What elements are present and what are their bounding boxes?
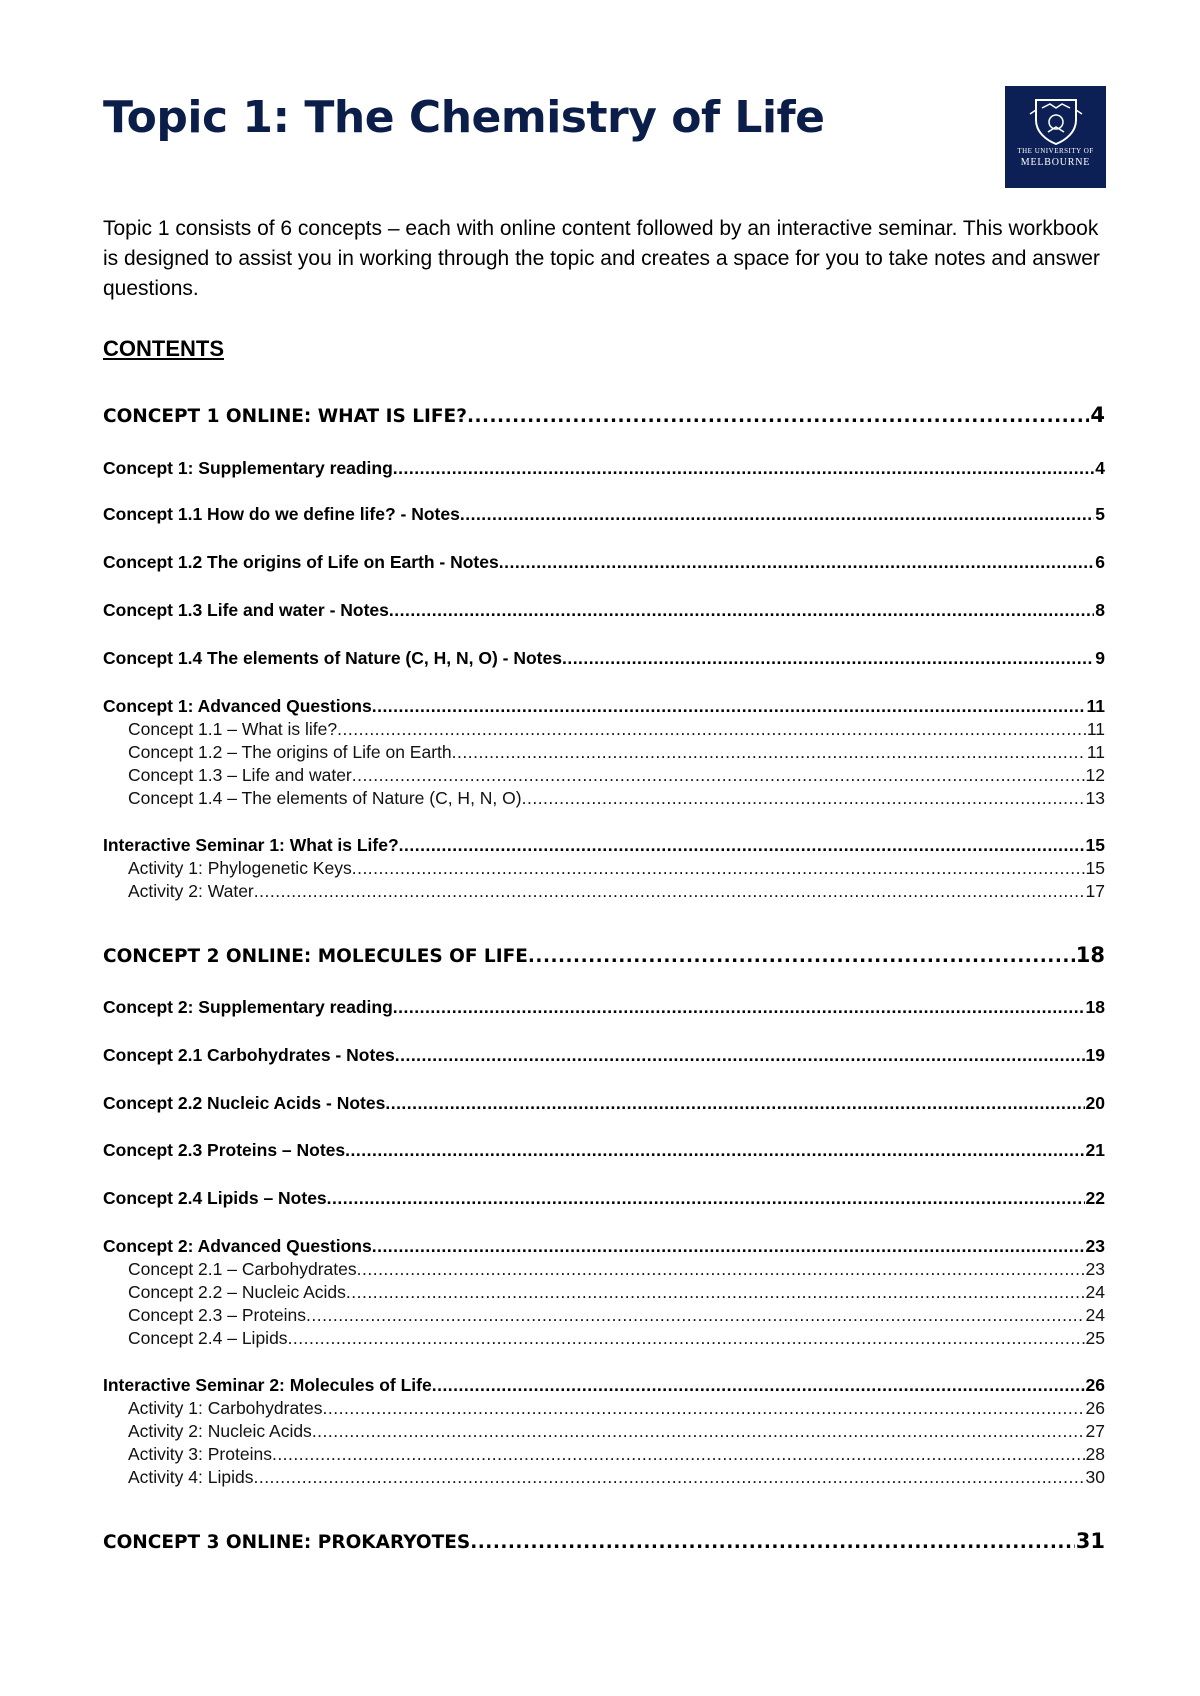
toc-subentry[interactable]: Activity 2: Nucleic Acids ..... 27 (128, 1421, 1105, 1442)
toc-entry[interactable]: Concept 1.2 The origins of Life on Earth - Notes ..... 6 (103, 552, 1105, 573)
toc-subentry[interactable]: Concept 1.3 – Life and water ..... 12 (128, 765, 1105, 786)
toc-entry[interactable]: Concept 1: Advanced Questions ..... 11 (103, 696, 1105, 717)
toc-subentry[interactable]: Concept 1.4 – The elements of Nature (C, H, N, O) ..... 13 (128, 788, 1105, 809)
toc-subentry[interactable]: Activity 1: Carbohydrates ..... 26 (128, 1398, 1105, 1419)
toc-subentry[interactable]: Concept 1.2 – The origins of Life on Earth ..... 11 (128, 742, 1105, 763)
toc-entry[interactable]: Concept 2.2 Nucleic Acids - Notes ..... 20 (103, 1093, 1105, 1114)
toc-subentry[interactable]: Concept 1.1 – What is life? ..... 11 (128, 719, 1105, 740)
toc-subentry[interactable]: Concept 2.2 – Nucleic Acids ..... 24 (128, 1282, 1105, 1303)
toc-subentry[interactable]: Concept 2.1 – Carbohydrates ..... 23 (128, 1259, 1105, 1280)
page-title: Topic 1: The Chemistry of Life (103, 92, 825, 143)
toc-entry[interactable]: CONCEPT 1 ONLINE: WHAT IS LIFE? ..... 4 (103, 403, 1105, 427)
toc-subentry[interactable]: Concept 2.3 – Proteins ..... 24 (128, 1305, 1105, 1326)
toc-entry[interactable]: Concept 2: Supplementary reading ..... 18 (103, 997, 1105, 1018)
toc-entry[interactable]: Interactive Seminar 2: Molecules of Life ..... 26 (103, 1375, 1105, 1396)
toc-entry[interactable]: Concept 2.4 Lipids – Notes ..... 22 (103, 1188, 1105, 1209)
logo-text-line2: MELBOURNE (1020, 157, 1091, 168)
toc-subentry[interactable]: Activity 2: Water ..... 17 (128, 881, 1105, 902)
logo-text-line1: THE UNIVERSITY OF (1017, 147, 1094, 155)
toc-subentry[interactable]: Activity 4: Lipids ..... 30 (128, 1467, 1105, 1488)
toc-entry[interactable]: CONCEPT 2 ONLINE: MOLECULES OF LIFE ..... 18 (103, 943, 1105, 967)
toc-subentry[interactable]: Concept 2.4 – Lipids ..... 25 (128, 1328, 1105, 1349)
toc-entry[interactable]: Concept 2.1 Carbohydrates - Notes ..... 19 (103, 1045, 1105, 1066)
toc-entry[interactable]: CONCEPT 3 ONLINE: PROKARYOTES ..... 31 (103, 1529, 1105, 1553)
toc-entry[interactable]: Concept 1: Supplementary reading ..... 4 (103, 458, 1105, 479)
toc-entry[interactable]: Concept 1.1 How do we define life? - Notes ..... 5 (103, 504, 1105, 525)
toc-entry[interactable]: Interactive Seminar 1: What is Life? ..... 15 (103, 835, 1105, 856)
toc-entry[interactable]: Concept 1.3 Life and water - Notes ..... 8 (103, 600, 1105, 621)
toc-entry[interactable]: Concept 2.3 Proteins – Notes ..... 21 (103, 1140, 1105, 1161)
toc-entry[interactable]: Concept 1.4 The elements of Nature (C, H, N, O) - Notes ..... 9 (103, 648, 1105, 669)
contents-heading: CONTENTS (103, 336, 224, 361)
toc-entry[interactable]: Concept 2: Advanced Questions ..... 23 (103, 1236, 1105, 1257)
toc-subentry[interactable]: Activity 3: Proteins ..... 28 (128, 1444, 1105, 1465)
toc-subentry[interactable]: Activity 1: Phylogenetic Keys ..... 15 (128, 858, 1105, 879)
intro-paragraph: Topic 1 consists of 6 concepts – each with online content followed by an interactive seminar. This workbook is designed to assist you in working through the topic and creates a space for you to take notes and answer questions. (103, 217, 1100, 300)
